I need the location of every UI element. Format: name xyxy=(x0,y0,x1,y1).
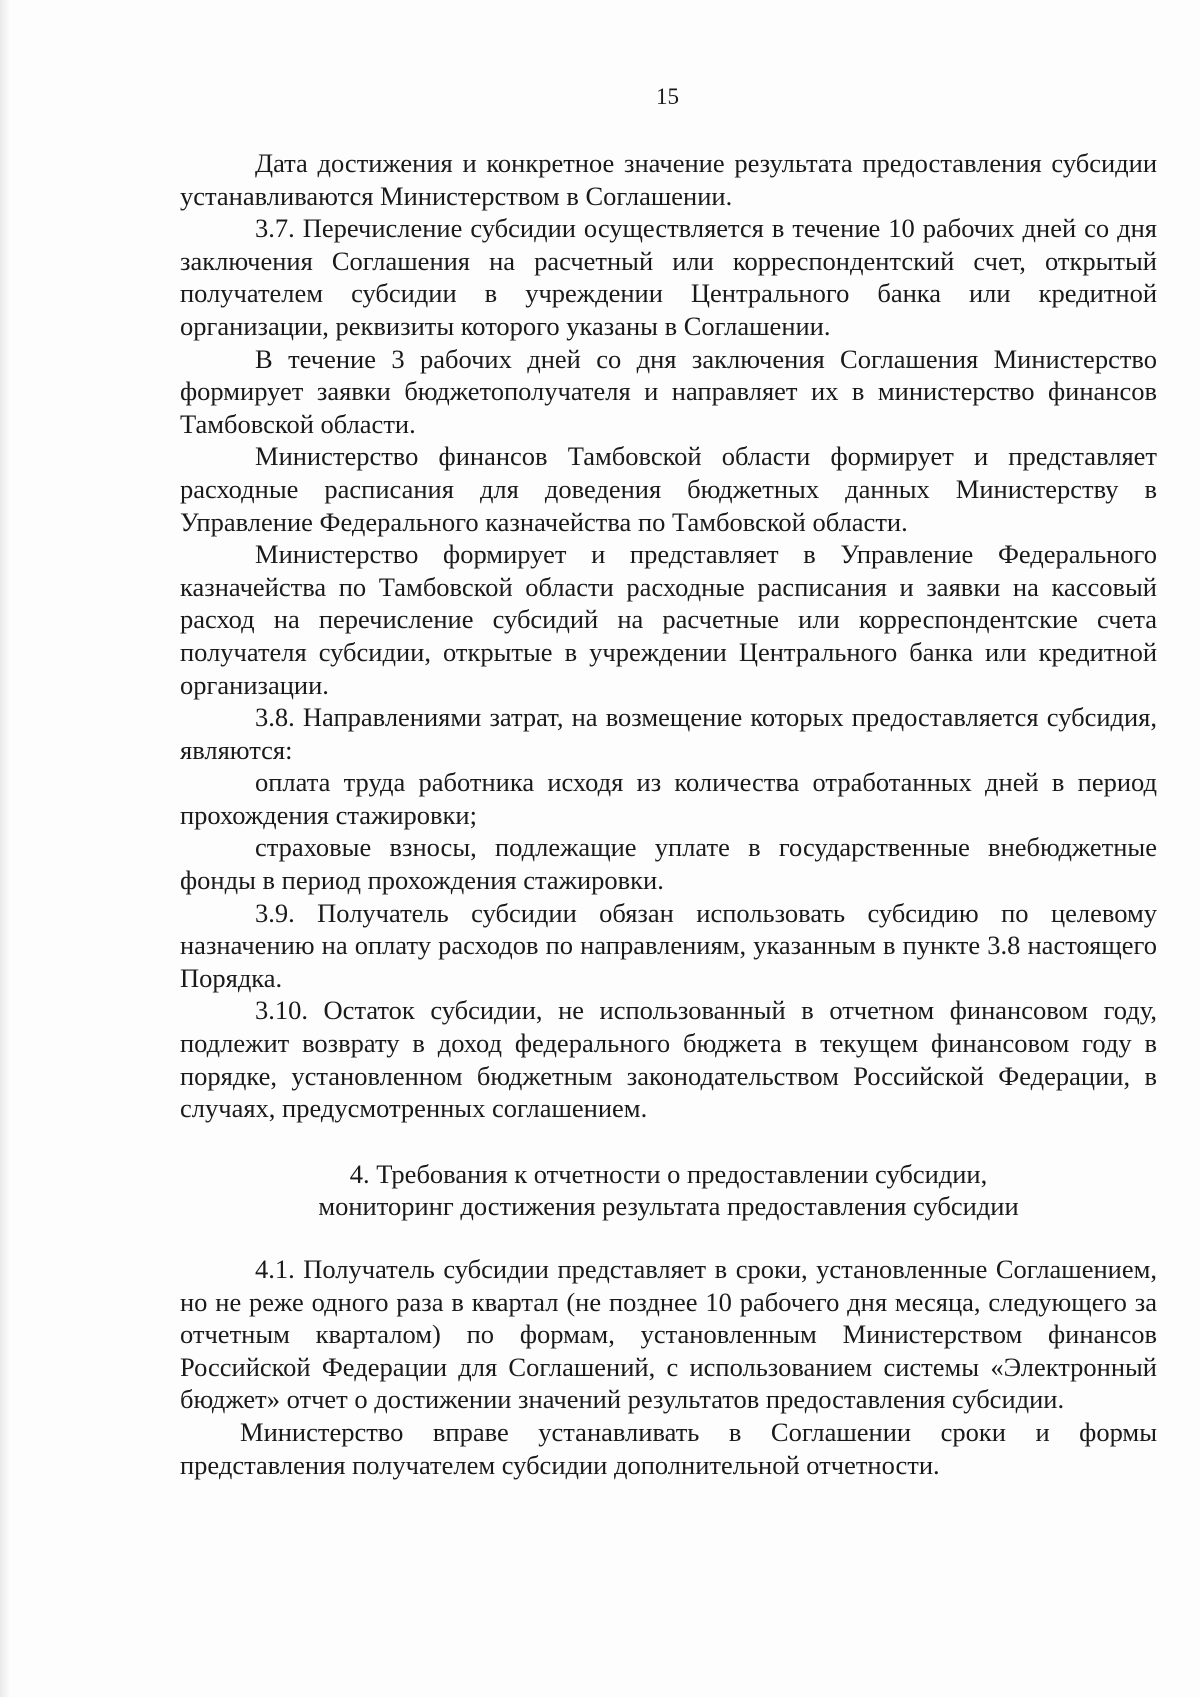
section-4-heading xyxy=(180,1158,1157,1223)
paragraph-4-1: 4.1. Получатель субсидии представляет в сроки, установленные Соглашением, но не реже одного раза в квартал (не позднее 10 рабочего дня месяца, следующего за отчетным кварталом) по формам, установленным Министерством финансов Российской Федерации для Соглашений, с использованием системы «Электронный бюджет» отчет о достижении значений результатов предоставления субсидии. xyxy=(180,1254,1157,1415)
section-4-heading-line-1: 4. Требования к отчетности о предоставлении субсидии, xyxy=(349,1158,988,1189)
paragraph-3-9: 3.9. Получатель субсидии обязан использовать субсидию по целевому назначению на оплату расходов по направлениям, указанным в пункте 3.8 настоящего Порядка. xyxy=(180,897,1157,993)
paragraph-3-7-treasury: Министерство формирует и представляет в Управление Федерального казначейства по Тамбовской области расходные расписания и заявки на кассовый расход на перечисление субсидий на расчетные или корреспондентские счета получателя субсидии, открытые в учреждении Центрального банка или кредитной организации. xyxy=(180,539,1157,700)
paragraph-result-date: Дата достижения и конкретное значение результата предоставления субсидии устанавливаются Министерством в Соглашении. xyxy=(180,148,1157,211)
scan-edge xyxy=(0,0,10,1697)
page-number: 15 xyxy=(656,84,679,109)
paragraph-3-8-insurance: страховые взносы, подлежащие уплате в государственные внебюджетные фонды в период прохождения стажировки. xyxy=(180,832,1157,896)
document-body xyxy=(180,147,1157,1481)
paragraph-3-7-applications: В течение 3 рабочих дней со дня заключения Соглашения Министерство формирует заявки бюджетополучателя и направляет их в министерство финансов Тамбовской области. xyxy=(180,343,1157,439)
paragraph-3-7: 3.7. Перечисление субсидии осуществляется в течение 10 рабочих дней со дня заключения Соглашения на расчетный или корреспондентский счет, открытый получателем субсидии в учреждении Центрального банка или кредитной организации, реквизиты которого указаны в Соглашении. xyxy=(180,213,1157,341)
paragraph-4-1-additional-reporting: Министерство вправе устанавливать в Соглашении сроки и формы представления получателем субсидии дополнительной отчетности. xyxy=(180,1416,1157,1480)
paragraph-3-7-finance-ministry: Министерство финансов Тамбовской области формирует и представляет расходные расписания для доведения бюджетных данных Министерству в Управление Федерального казначейства по Тамбовской области. xyxy=(180,441,1157,537)
paragraph-3-8-wages: оплата труда работника исходя из количества отработанных дней в период прохождения стажировки; xyxy=(180,767,1157,830)
section-4-heading-line-2: мониторинг достижения результата предоставления субсидии xyxy=(318,1191,1019,1222)
paragraph-3-10: 3.10. Остаток субсидии, не использованный в отчетном финансовом году, подлежит возврату в доход федерального бюджета в текущем финансовом году в порядке, установленном бюджетным законодательством Российской Федерации, в случаях, предусмотренных соглашением. xyxy=(180,995,1157,1124)
paragraph-3-8: 3.8. Направлениями затрат, на возмещение которых предоставляется субсидия, являются: xyxy=(180,702,1157,765)
